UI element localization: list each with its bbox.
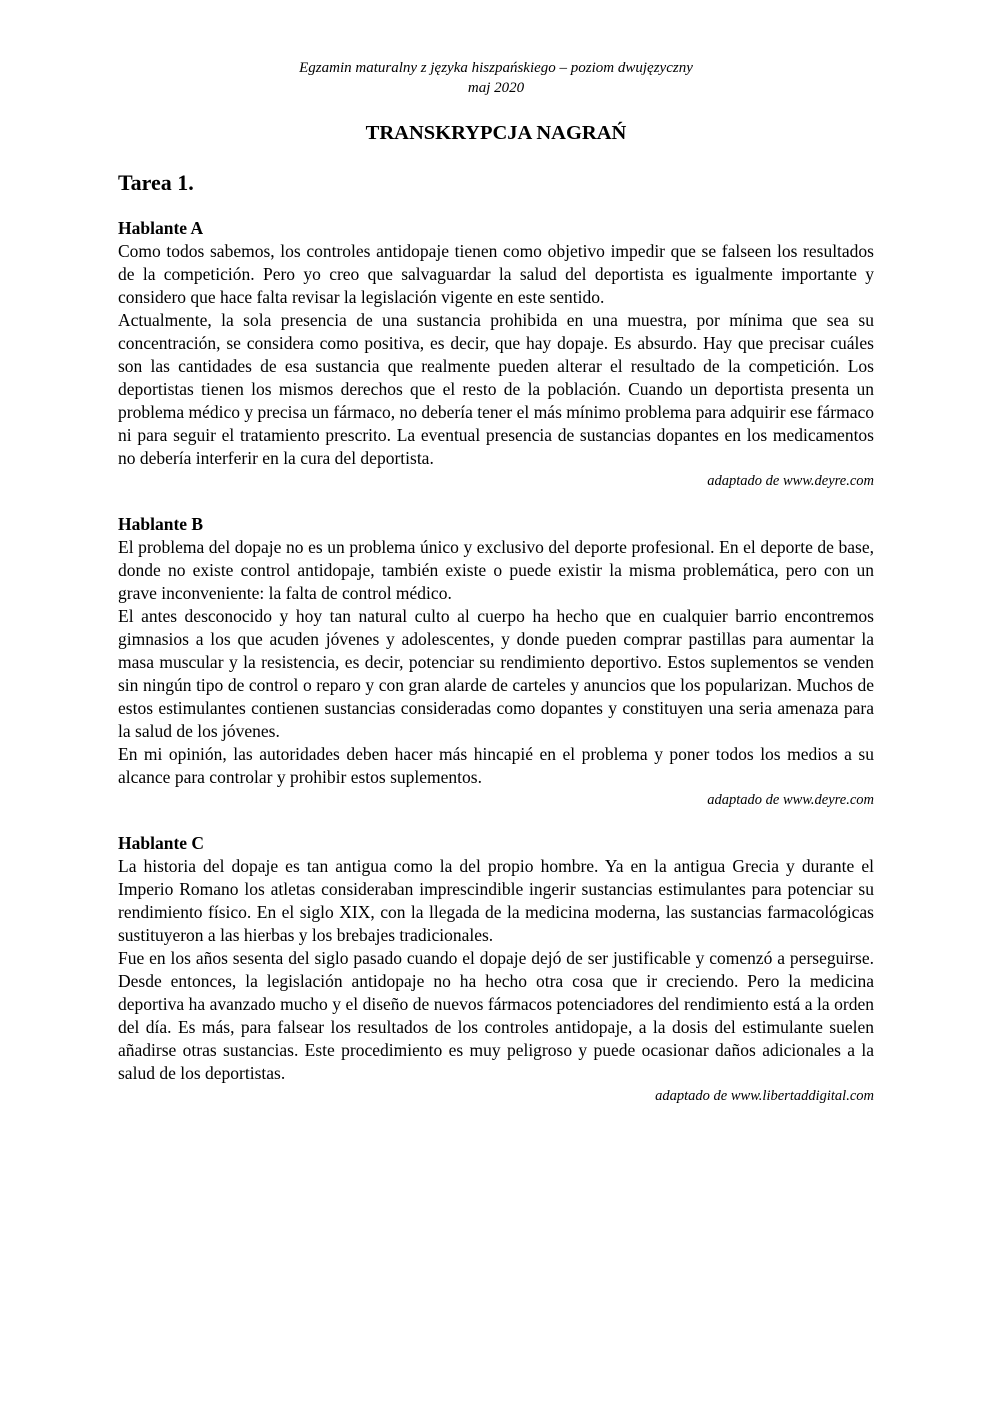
- speaker-name: Hablante C: [118, 833, 205, 853]
- task-title: Tarea 1.: [118, 170, 194, 195]
- speaker-paragraph: Actualmente, la sola presencia de una sustancia prohibida en una muestra, por mínima que sea su concentración, se considera como positiva, es decir, que hay dopaje. Es absurdo. Hay que precisar cuáles son las cantidades de esa sustancia que realmente pueden alterar el resultado de la competición. Los deportistas tienen los mismos derechos que el resto de la población. Cuando un deportista presenta un problema médico y precisa un fármaco, no debería tener el más mínimo problema para adquirir ese fármaco ni para seguir el tratamiento prescrito. La eventual presencia de sustancias dopantes en los medicamentos no debería interferir en la cura del deportista.: [118, 310, 874, 468]
- speaker-section-b: [118, 513, 874, 810]
- exam-header: [118, 58, 874, 98]
- speaker-paragraph: El problema del dopaje no es un problema único y exclusivo del deporte profesional. En el deporte de base, donde no existe control antidopaje, también existe o puede existir la misma problemática, pero con un grave inconveniente: la falta de control médico.: [118, 537, 874, 603]
- exam-header-line2: maj 2020: [467, 80, 525, 96]
- source-citation: adaptado de www.deyre.com: [707, 792, 874, 808]
- speaker-name: Hablante B: [118, 514, 204, 534]
- speaker-name: Hablante A: [118, 218, 204, 238]
- source-citation: adaptado de www.libertaddigital.com: [655, 1088, 874, 1104]
- speaker-paragraph: La historia del dopaje es tan antigua como la del propio hombre. Ya en la antigua Grecia y durante el Imperio Romano los atletas consideraban imprescindible ingerir sustancias estimulantes para potenciar su rendimiento físico. En el siglo XIX, con la llegada de la medicina moderna, las sustancias farmacológicas sustituyeron a las hierbas y los brebajes tradicionales.: [118, 856, 874, 945]
- speaker-paragraph: El antes desconocido y hoy tan natural culto al cuerpo ha hecho que en cualquier barrio encontremos gimnasios a los que acuden jóvenes y adolescentes, y donde pueden comprar pastillas para aumentar la masa muscular y la resistencia, es decir, potenciar su rendimiento deportivo. Estos suplementos se venden sin ningún tipo de control o reparo y con gran alarde de carteles y anuncios que los popularizan. Muchos de estos estimulantes contienen sustancias consideradas como dopantes y constituyen una seria amenaza para la salud de los jóvenes.: [118, 606, 874, 741]
- speaker-paragraph: Como todos sabemos, los controles antidopaje tienen como objetivo impedir que se falseen los resultados de la competición. Pero yo creo que salvaguardar la salud del deportista es igualmente importante y considero que hace falta revisar la legislación vigente en este sentido.: [118, 241, 874, 307]
- exam-header-line1: Egzamin maturalny z języka hiszpańskiego – poziom dwujęzyczny: [299, 60, 693, 76]
- document-title: TRANSKRYPCJA NAGRAŃ: [365, 122, 627, 144]
- source-citation: adaptado de www.deyre.com: [707, 473, 874, 489]
- speaker-section-a: [118, 217, 874, 491]
- speaker-section-c: [118, 832, 874, 1106]
- speaker-paragraph: Fue en los años sesenta del siglo pasado cuando el dopaje dejó de ser justificable y comenzó a perseguirse. Desde entonces, la legislación antidopaje no ha hecho otra cosa que ir creciendo. Pero la medicina deportiva ha avanzado mucho y el diseño de nuevos fármacos potenciadores del rendimiento está a la orden del día. Es más, para falsear los resultados de los controles antidopaje, a la dosis del estimulante suelen añadirse otras sustancias. Este procedimiento es muy peligroso y puede ocasionar daños adicionales a la salud de los deportistas.: [118, 948, 874, 1083]
- speaker-paragraph: En mi opinión, las autoridades deben hacer más hincapié en el problema y poner todos los medios a su alcance para controlar y prohibir estos suplementos.: [118, 744, 874, 787]
- document-page: [118, 58, 874, 1106]
